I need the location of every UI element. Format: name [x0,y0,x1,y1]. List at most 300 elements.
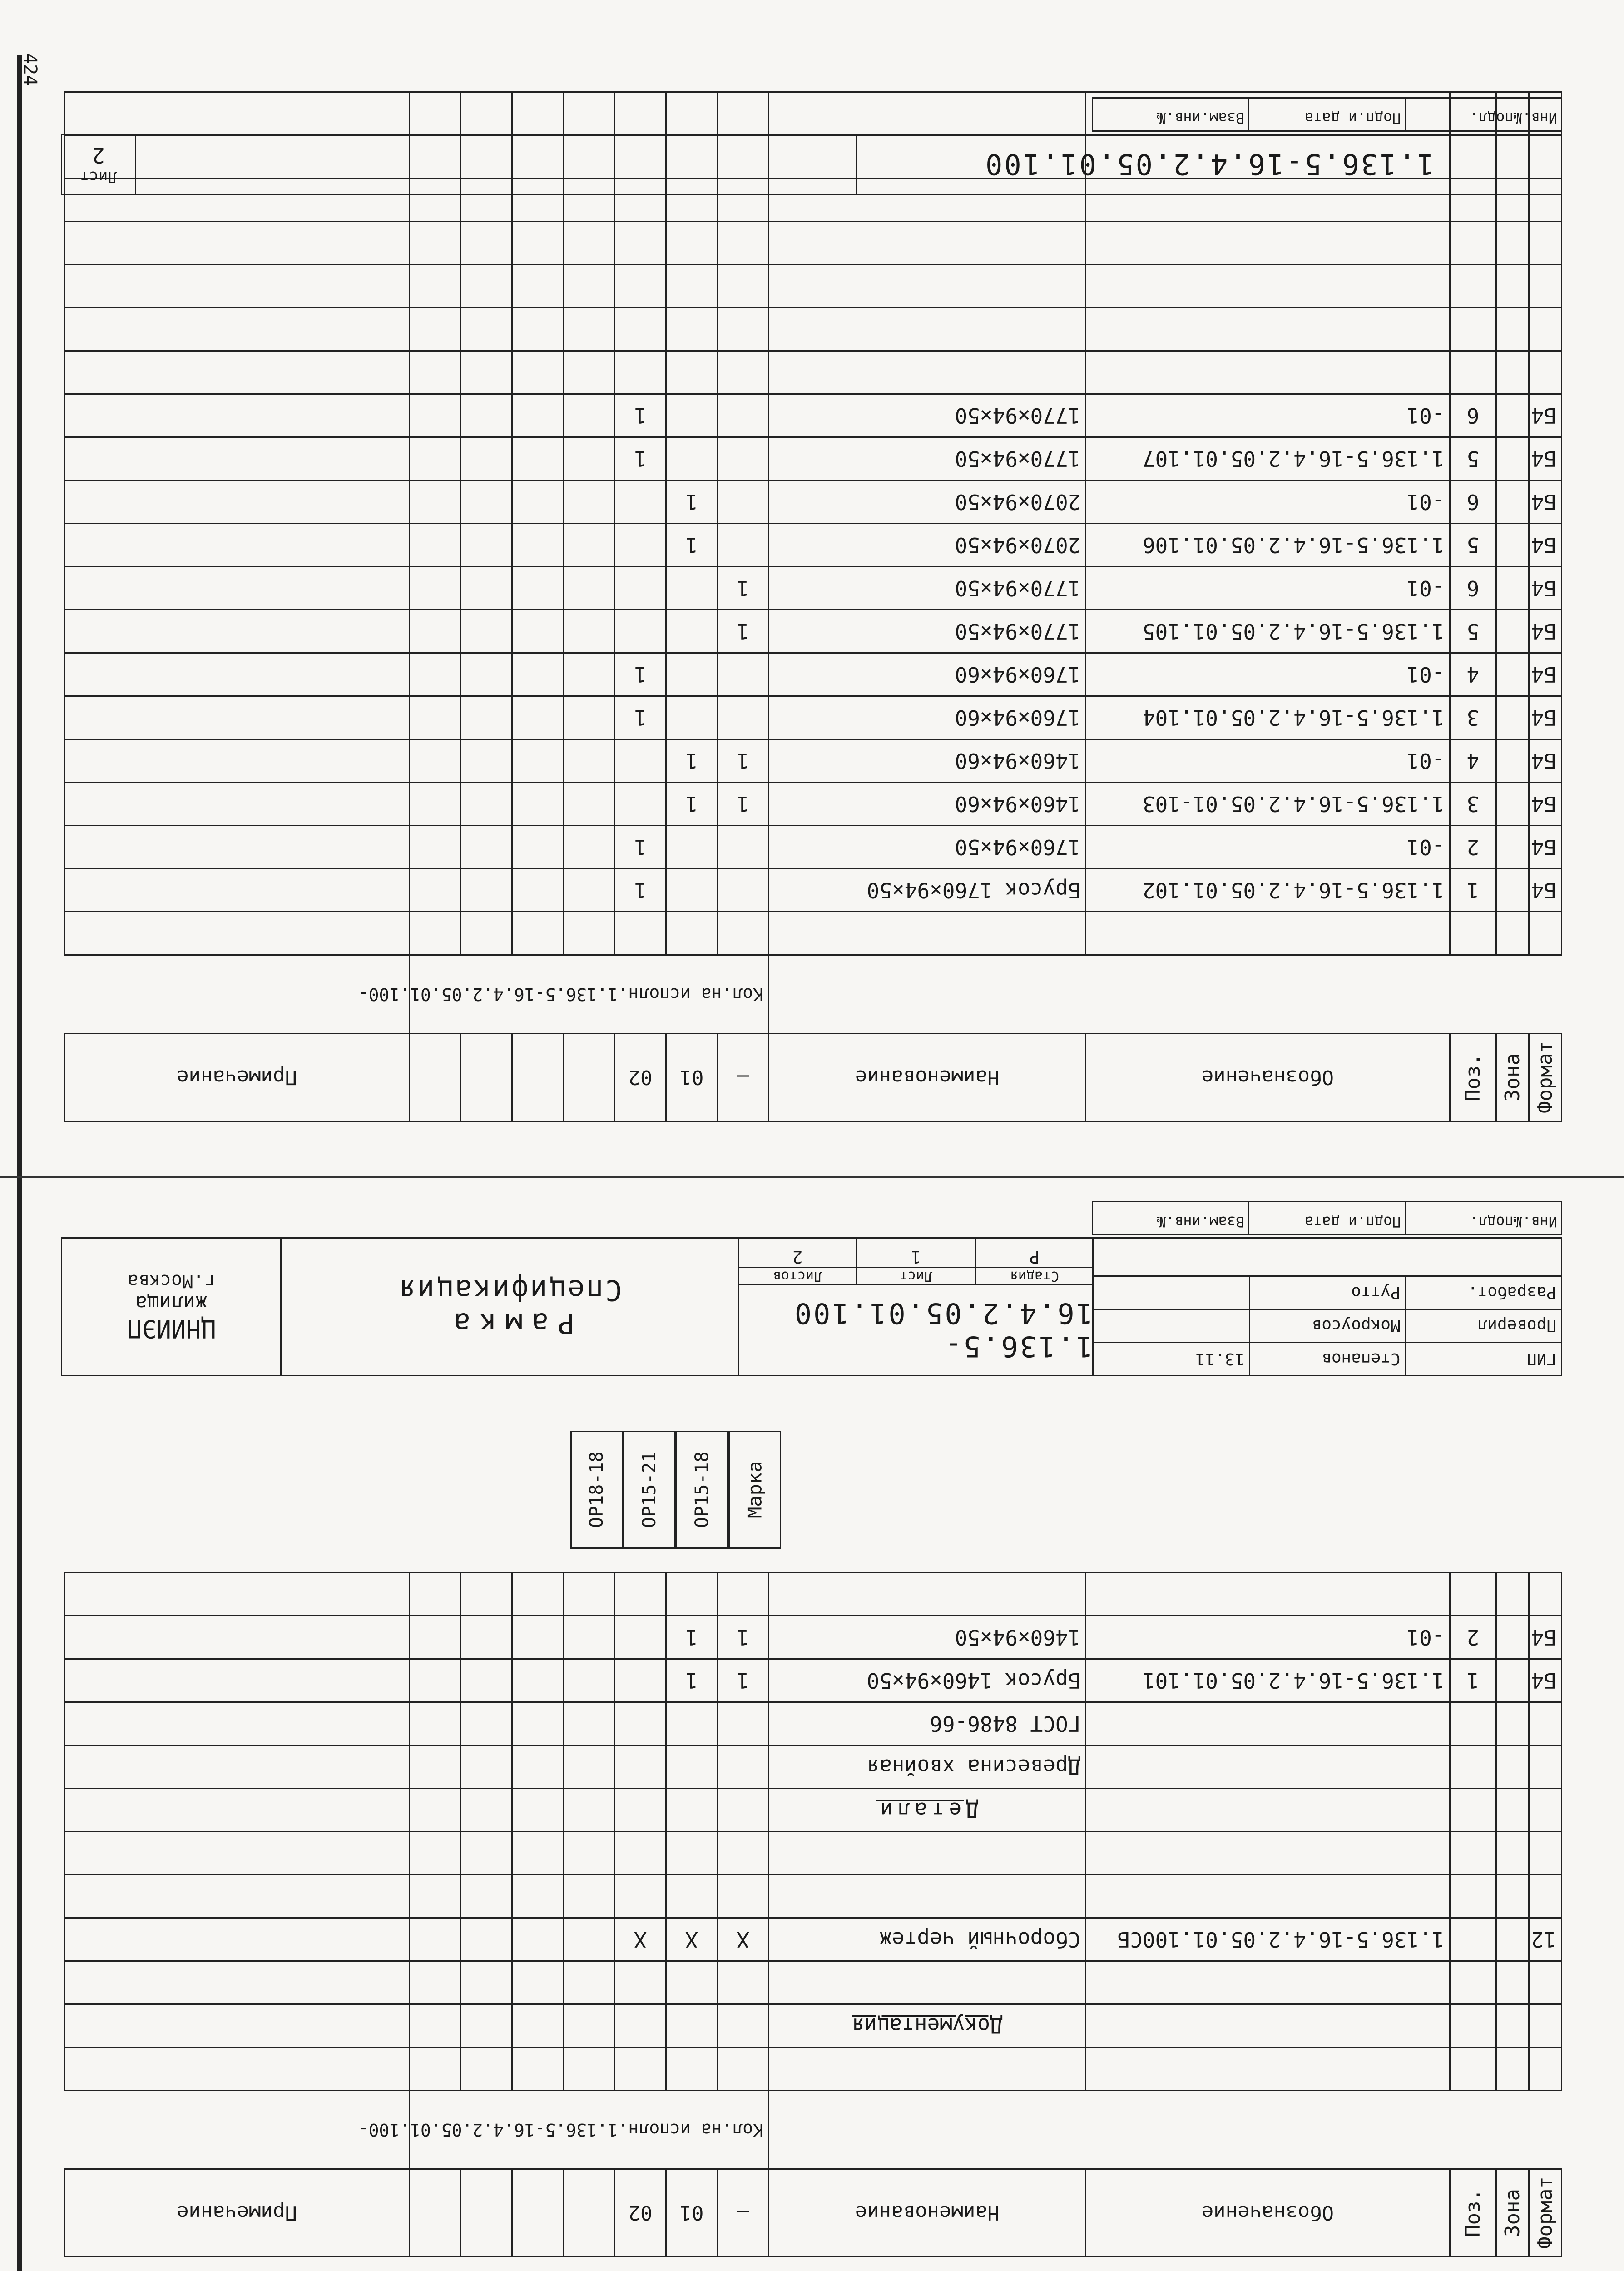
cell-q1 [666,826,718,869]
empty-row [64,1832,1562,1875]
col-pos: Поз. [1450,2169,1496,2257]
empty-row [64,351,1562,394]
cell-pos: 3 [1450,696,1496,739]
bottom-stamp-strip [1092,1201,1562,1235]
page-corner-mark: 424 [20,53,41,86]
cell-zone [1496,1659,1529,1702]
col-name: Наименование [768,1034,1085,1121]
stamp-vzam-inv: Взам.инв.№ [1157,109,1245,127]
cell-note [64,696,410,739]
cell-q-empty [410,567,461,610]
cell-name: 1770×94×50 [768,437,1085,481]
signer-name: Мокроусов [1249,1310,1405,1342]
stage-value: Р [1029,1247,1040,1267]
col-zone: Зона [1496,1034,1529,1121]
table-row [64,394,1562,437]
table-row [64,783,1562,826]
cell-pos: 6 [1450,394,1496,437]
signer-role: ГИП [1405,1343,1561,1375]
cell-zone [1496,524,1529,567]
col-zone: Зона [1496,2169,1529,2257]
cell-q1: X [666,1918,718,1961]
col-q-empty [512,2169,564,2257]
cell-designation: 1.136.5-16.4.2.05.01.105 [1086,610,1450,653]
cell-designation: -01 [1086,826,1450,869]
cell-format: Б4 [1529,1659,1562,1702]
cell-zone [1496,653,1529,696]
cell-q-empty [564,1616,615,1659]
stamp-podp-data: Подп.и дата [1248,99,1404,130]
cell-pos: 2 [1450,1616,1496,1659]
cell-format: Б4 [1529,1616,1562,1659]
cell-q2 [615,783,666,826]
top-doc-code-box [61,134,1562,195]
qty-title-row [64,955,1562,1034]
cell-q0 [718,394,769,437]
table-row [64,739,1562,783]
cell-q-empty [512,567,564,610]
cell-q-empty [564,826,615,869]
cell-q1 [666,610,718,653]
org-line3: г.Москва [127,1270,215,1291]
cell-q-empty [410,1659,461,1702]
cell-q2 [615,1659,666,1702]
cell-format: Б4 [1529,567,1562,610]
material-line2: ГОСТ 8486-66 [768,1702,1085,1745]
cell-q0: 1 [718,1659,769,1702]
cell-zone [1496,1616,1529,1659]
cell-name: 1460×94×60 [768,739,1085,783]
mark-3: ОР18-18 [570,1431,623,1549]
cell-name: Сборочный чертеж [768,1918,1085,1961]
cell-pos: 5 [1450,610,1496,653]
sheets-label: Листов [739,1267,856,1284]
cell-q2: 1 [615,696,666,739]
col-q-empty [512,1034,564,1121]
cell-q0: 1 [718,567,769,610]
cell-designation: -01 [1086,394,1450,437]
cell-q2 [615,739,666,783]
cell-format: Б4 [1529,783,1562,826]
cell-zone [1496,869,1529,912]
cell-q-empty [410,437,461,481]
title-line2: Спецификация [397,1274,622,1307]
cell-q-empty [461,739,512,783]
binding-edge [17,55,22,2271]
cell-q0: 1 [718,1616,769,1659]
stamp-inv-podl: Инв.№подл. [1405,1202,1561,1234]
cell-format: Б4 [1529,869,1562,912]
cell-pos: 5 [1450,437,1496,481]
cell-designation: 1.136.5-16.4.2.05.01-103 [1086,783,1450,826]
cell-q-empty [461,826,512,869]
cell-q-empty [410,696,461,739]
cell-q-empty [564,394,615,437]
cell-name: 1770×94×50 [768,610,1085,653]
cell-q-empty [512,826,564,869]
cell-zone [1496,481,1529,524]
cell-q-empty [564,869,615,912]
cell-q-empty [410,826,461,869]
cell-pos: 3 [1450,783,1496,826]
cell-q1: 1 [666,1616,718,1659]
org-line2: жилища [135,1291,208,1314]
cell-format: Б4 [1529,610,1562,653]
cell-designation: 1.136.5-16.4.2.05.01.102 [1086,869,1450,912]
cell-designation: 1.136.5-16.4.2.05.01.101 [1086,1659,1450,1702]
cell-q1: 1 [666,481,718,524]
cell-format: Б4 [1529,696,1562,739]
cell-q0: 1 [718,739,769,783]
signer-row [1093,1309,1561,1342]
marks-block [581,1431,781,1549]
cell-format: Б4 [1529,739,1562,783]
section-details-title: Детали [768,1789,1085,1832]
col-format: Формат [1529,1034,1562,1121]
cell-q0: X [718,1918,769,1961]
empty-row [64,265,1562,308]
cell-name: 1770×94×50 [768,394,1085,437]
section-docs-row [64,2004,1562,2048]
signer-date [1093,1277,1249,1309]
signer-date: 13.11 [1093,1343,1249,1375]
qty-title: Кол.на исполн.1.136.5-16.4.2.05.01.100- [410,955,769,1034]
cell-q-empty [461,783,512,826]
cell-q0 [718,437,769,481]
cell-format: Б4 [1529,481,1562,524]
cell-pos: 1 [1450,1659,1496,1702]
table-row [64,524,1562,567]
empty-row [64,92,1562,135]
cell-note [64,437,410,481]
cell-q-empty [512,1659,564,1702]
cell-q-empty [512,1616,564,1659]
table-row [64,567,1562,610]
col-q-dash: – [718,2169,769,2257]
col-format: Формат [1529,2169,1562,2257]
qty-title: Кол.на исполн.1.136.5-16.4.2.05.01.100- [410,2091,769,2169]
cell-q1 [666,567,718,610]
empty-row [64,2048,1562,2091]
section-details-row [64,1789,1562,1832]
table-header [64,1034,1562,1121]
col-note: Примечание [64,2169,410,2257]
signer-role: Разработ. [1405,1277,1561,1309]
table-row [64,826,1562,869]
cell-q-empty [410,1616,461,1659]
cell-q0 [718,869,769,912]
top-sheet [64,77,1562,1122]
cell-q-empty [461,481,512,524]
cell-q-empty [461,653,512,696]
cell-q-empty [564,653,615,696]
mark-1: ОР15-18 [676,1431,728,1549]
cell-q2 [615,1616,666,1659]
cell-q-empty [564,437,615,481]
col-note: Примечание [64,1034,410,1121]
cell-q2 [615,567,666,610]
cell-designation: 1.136.5-16.4.2.05.01.107 [1086,437,1450,481]
cell-q2: 1 [615,869,666,912]
cell-q2: 1 [615,437,666,481]
cell-q-empty [512,524,564,567]
stamp-podp-data: Подп.и дата [1248,1202,1404,1234]
cell-q-empty [410,610,461,653]
col-q-02: 02 [615,2169,666,2257]
cell-q-empty [461,696,512,739]
cell-zone [1496,696,1529,739]
bottom-sheet [64,1204,1562,2257]
col-q-dash: – [718,1034,769,1121]
cell-format: Б4 [1529,826,1562,869]
col-pos: Поз. [1450,1034,1496,1121]
stamp-inv-podl: Инв.№подл. [1405,99,1561,130]
cell-note [64,653,410,696]
cell-q-empty [461,1616,512,1659]
top-doc-code: 1.136.5-16.4.2.05.01.100 [984,148,1434,181]
cell-q1 [666,437,718,481]
section-docs-title: Документация [768,2004,1085,2048]
cell-q-empty [410,869,461,912]
cell-q0: 1 [718,610,769,653]
cell-q1: 1 [666,1659,718,1702]
doc-row [64,1918,1562,1961]
cell-q-empty [512,783,564,826]
cell-pos: 5 [1450,524,1496,567]
cell-q1: 1 [666,524,718,567]
cell-q-empty [461,610,512,653]
cell-name: 1760×94×60 [768,653,1085,696]
cell-pos: 6 [1450,567,1496,610]
empty-row [64,1875,1562,1918]
cell-designation: -01 [1086,653,1450,696]
cell-q2: 1 [615,826,666,869]
cell-note [64,394,410,437]
top-sheet-number: 2 [92,143,105,168]
cell-name: Брусок 1760×94×50 [768,869,1085,912]
cell-q1 [666,869,718,912]
sheet-label: Лист [857,1267,975,1284]
cell-pos: 6 [1450,481,1496,524]
col-designation: Обозначение [1086,2169,1450,2257]
cell-q2 [615,610,666,653]
cell-q-empty [410,481,461,524]
bottom-doc-code: 1.136.5-16.4.2.05.01.100 [792,1297,1093,1364]
cell-pos: 4 [1450,653,1496,696]
cell-q-empty [564,1659,615,1702]
cell-q-empty [410,394,461,437]
cell-name: 2070×94×50 [768,524,1085,567]
table-row [64,653,1562,696]
cell-q-empty [512,653,564,696]
cell-q1 [666,696,718,739]
sheet-value: 1 [911,1247,921,1267]
cell-q-empty [512,481,564,524]
cell-q2: X [615,1918,666,1961]
material-row [64,1745,1562,1789]
signer-row [1093,1342,1561,1375]
sheets-value: 2 [792,1247,803,1267]
cell-pos: 1 [1450,869,1496,912]
cell-q-empty [564,739,615,783]
top-sheet-label: Лист [80,168,117,186]
table-row [64,437,1562,481]
col-q-empty [564,1034,615,1121]
cell-zone [1496,826,1529,869]
col-q-01: 01 [666,2169,718,2257]
cell-note [64,610,410,653]
empty-row [64,222,1562,265]
cell-zone [1496,567,1529,610]
signer-name: Степанов [1249,1343,1405,1375]
cell-pos: 2 [1450,826,1496,869]
cell-note [64,1616,410,1659]
cell-q-empty [461,1659,512,1702]
title-block [61,1237,1094,1376]
material-row [64,1702,1562,1745]
title-line1: Рамка [444,1307,575,1340]
cell-q-empty [461,394,512,437]
cell-name: 1460×94×50 [768,1616,1085,1659]
qty-title-row [64,2091,1562,2169]
cell-zone [1496,739,1529,783]
cell-q0 [718,696,769,739]
cell-q1 [666,653,718,696]
empty-row [64,1961,1562,2004]
signer-date [1093,1310,1249,1342]
cell-q-empty [512,696,564,739]
cell-name: 2070×94×50 [768,481,1085,524]
bottom-spec-table [64,1572,1562,2257]
cell-format: Б4 [1529,437,1562,481]
cell-designation: -01 [1086,567,1450,610]
cell-q1 [666,394,718,437]
cell-note [64,524,410,567]
cell-q2: 1 [615,653,666,696]
cell-q-empty [410,524,461,567]
cell-q-empty [461,437,512,481]
cell-format: Б4 [1529,524,1562,567]
cell-note [64,783,410,826]
cell-q-empty [461,567,512,610]
cell-q-empty [512,437,564,481]
cell-q-empty [512,869,564,912]
cell-q-empty [564,567,615,610]
cell-designation: 1.136.5-16.4.2.05.01.104 [1086,696,1450,739]
cell-designation: 1.136.5-16.4.2.05.01.100СБ [1086,1918,1450,1961]
col-q-empty [564,2169,615,2257]
cell-zone [1496,437,1529,481]
cell-q0 [718,653,769,696]
cell-q-empty [564,524,615,567]
cell-note [64,826,410,869]
stage-label: Стадия [976,1267,1093,1284]
cell-q-empty [461,524,512,567]
sheet-divider [0,1176,1624,1178]
cell-note [64,481,410,524]
cell-zone [1496,610,1529,653]
cell-format: Б4 [1529,394,1562,437]
cell-name: 1760×94×60 [768,696,1085,739]
cell-q-empty [564,696,615,739]
cell-q0 [718,481,769,524]
col-designation: Обозначение [1086,1034,1450,1121]
mark-title: Марка [728,1431,781,1549]
cell-q2 [615,481,666,524]
cell-q-empty [512,394,564,437]
cell-q2 [615,524,666,567]
table-row [64,869,1562,912]
cell-format: 12 [1529,1918,1562,1961]
table-row [64,696,1562,739]
signers-block [1092,1237,1562,1376]
cell-q0: 1 [718,783,769,826]
col-q-empty [410,1034,461,1121]
table-row [64,610,1562,653]
cell-format: Б4 [1529,653,1562,696]
table-row [64,1616,1562,1659]
cell-q-empty [410,653,461,696]
table-header [64,2169,1562,2257]
cell-q1: 1 [666,783,718,826]
cell-q1: 1 [666,739,718,783]
cell-designation: 1.136.5-16.4.2.05.01.106 [1086,524,1450,567]
cell-q0 [718,524,769,567]
cell-designation: -01 [1086,1616,1450,1659]
col-q-02: 02 [615,1034,666,1121]
cell-zone [1496,783,1529,826]
cell-q-empty [461,869,512,912]
cell-q-empty [512,610,564,653]
signer-row [1093,1275,1561,1309]
cell-designation: -01 [1086,739,1450,783]
cell-q-empty [410,739,461,783]
col-q-empty [410,2169,461,2257]
cell-q-empty [410,783,461,826]
cell-note [64,739,410,783]
mark-2: ОР15-21 [623,1431,676,1549]
col-name: Наименование [768,2169,1085,2257]
org-line1: ЦНИИЭП [127,1314,216,1343]
material-line1: Древесина хвойная [768,1745,1085,1789]
cell-q2: 1 [615,394,666,437]
cell-name: Брусок 1460×94×50 [768,1659,1085,1702]
empty-row [64,912,1562,955]
top-spec-table [64,91,1562,1122]
cell-note [64,869,410,912]
cell-q-empty [564,610,615,653]
cell-q0 [718,826,769,869]
cell-note [64,567,410,610]
col-q-01: 01 [666,1034,718,1121]
stamp-vzam-inv: Взам.инв.№ [1157,1213,1245,1230]
table-row [64,1659,1562,1702]
signer-role: Проверил [1405,1310,1561,1342]
cell-pos: 4 [1450,739,1496,783]
cell-zone [1496,394,1529,437]
cell-name: 1770×94×50 [768,567,1085,610]
col-q-empty [461,1034,512,1121]
table-row [64,481,1562,524]
empty-row [64,1573,1562,1616]
cell-q-empty [564,481,615,524]
empty-row [64,308,1562,351]
cell-name: 1760×94×50 [768,826,1085,869]
cell-name: 1460×94×60 [768,783,1085,826]
cell-designation: -01 [1086,481,1450,524]
col-q-empty [461,2169,512,2257]
cell-note [64,1659,410,1702]
